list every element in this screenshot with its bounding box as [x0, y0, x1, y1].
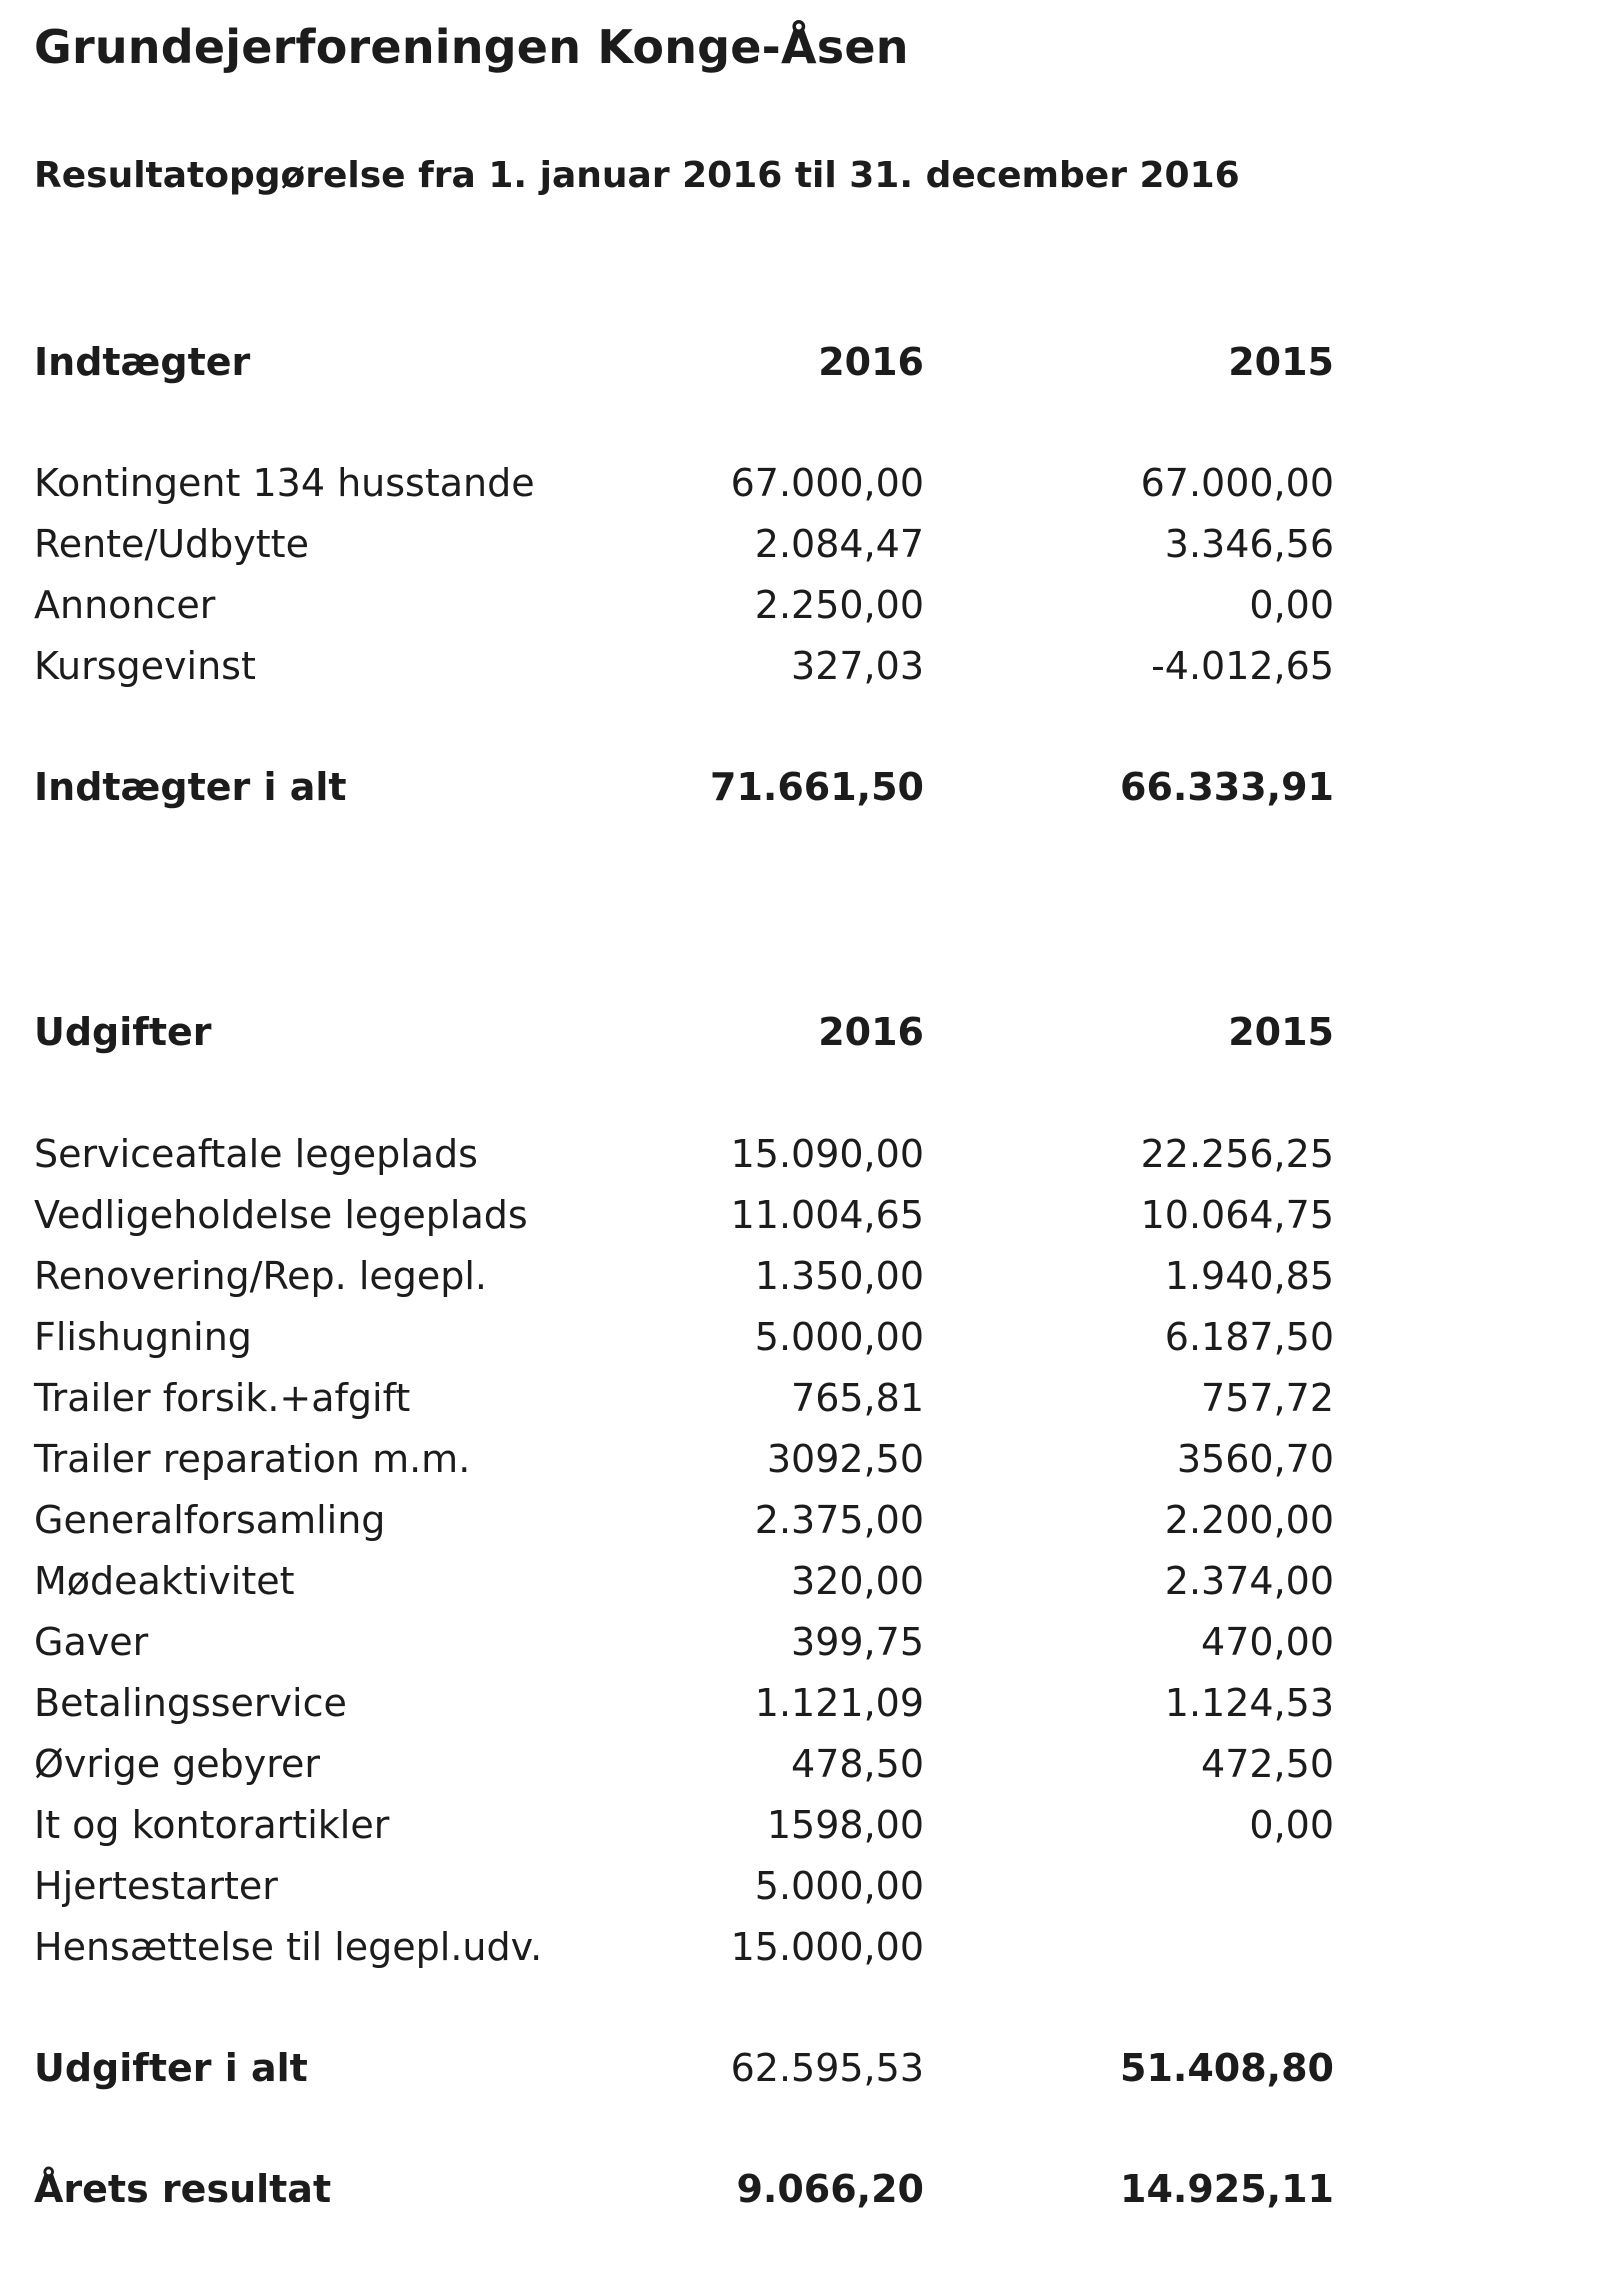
expense-row-label: It og kontorartikler	[34, 1803, 390, 1847]
expense-row-label: Gaver	[34, 1620, 149, 1664]
expense-row-value-2016: 11.004,65	[730, 1193, 924, 1237]
income-col-2016: 2016	[818, 340, 924, 384]
expenses-total-label: Udgifter i alt	[34, 2046, 308, 2090]
expense-row-value-2015: 2.200,00	[1164, 1498, 1334, 1542]
expenses-header-row	[34, 1007, 1334, 1057]
income-row	[34, 580, 1334, 630]
expense-row-label: Øvrige gebyrer	[34, 1742, 321, 1786]
expenses-heading: Udgifter	[34, 1010, 212, 1054]
result-label: Årets resultat	[34, 2167, 332, 2211]
result-row	[34, 2164, 1334, 2214]
income-total-2016: 71.661,50	[710, 765, 924, 809]
expense-row-label: Hjertestarter	[34, 1864, 278, 1908]
expense-row-label: Renovering/Rep. legepl.	[34, 1254, 488, 1298]
expense-row-value-2016: 765,81	[791, 1376, 924, 1420]
income-row-label: Rente/Udbytte	[34, 522, 309, 566]
expenses-col-2015: 2015	[1228, 1010, 1334, 1054]
income-row	[34, 458, 1334, 508]
income-row-label: Annoncer	[34, 583, 216, 627]
expense-row-value-2016: 15.090,00	[730, 1132, 924, 1176]
expense-row-value-2015: 757,72	[1201, 1376, 1334, 1420]
expense-row-label: Betalingsservice	[34, 1681, 347, 1725]
expense-row-value-2015: 22.256,25	[1140, 1132, 1334, 1176]
result-2016: 9.066,20	[736, 2167, 924, 2211]
document-title: Grundejerforeningen Konge-Åsen	[34, 20, 909, 74]
income-total-row	[34, 762, 1334, 812]
expense-row	[34, 1861, 1334, 1911]
expenses-col-2016: 2016	[818, 1010, 924, 1054]
expense-row	[34, 1495, 1334, 1545]
income-row-label: Kontingent 134 husstande	[34, 461, 535, 505]
income-row	[34, 519, 1334, 569]
expense-row-label: Serviceaftale legeplads	[34, 1132, 478, 1176]
income-row-value-2015: -4.012,65	[1151, 644, 1334, 688]
expense-row-value-2016: 15.000,00	[730, 1925, 924, 1969]
expenses-total-2016: 62.595,53	[730, 2046, 924, 2090]
expense-row-label: Trailer reparation m.m.	[34, 1437, 471, 1481]
income-row-value-2016: 67.000,00	[730, 461, 924, 505]
income-total-2015: 66.333,91	[1120, 765, 1334, 809]
income-row-value-2016: 2.250,00	[754, 583, 924, 627]
expense-row-value-2015: 470,00	[1201, 1620, 1334, 1664]
expense-row-value-2016: 5.000,00	[754, 1864, 924, 1908]
income-row-value-2015: 0,00	[1249, 583, 1334, 627]
document-subtitle: Resultatopgørelse fra 1. januar 2016 til 31. december 2016	[34, 155, 1240, 196]
expense-row-value-2015: 0,00	[1249, 1803, 1334, 1847]
expense-row-value-2015: 2.374,00	[1164, 1559, 1334, 1603]
expense-row-value-2015: 10.064,75	[1140, 1193, 1334, 1237]
expense-row	[34, 1678, 1334, 1728]
income-row-value-2016: 2.084,47	[754, 522, 924, 566]
expense-row	[34, 1129, 1334, 1179]
expense-row	[34, 1434, 1334, 1484]
income-row-value-2015: 67.000,00	[1140, 461, 1334, 505]
income-col-2015: 2015	[1228, 340, 1334, 384]
result-2015: 14.925,11	[1120, 2167, 1334, 2211]
expense-row-label: Trailer forsik.+afgift	[34, 1376, 411, 1420]
expense-row	[34, 1190, 1334, 1240]
expense-row	[34, 1800, 1334, 1850]
expense-row	[34, 1922, 1334, 1972]
expense-row-label: Vedligeholdelse legeplads	[34, 1193, 528, 1237]
expense-row-value-2016: 1598,00	[766, 1803, 924, 1847]
expense-row-value-2016: 5.000,00	[754, 1315, 924, 1359]
expense-row-value-2016: 1.121,09	[754, 1681, 924, 1725]
expense-row-value-2015: 1.124,53	[1164, 1681, 1334, 1725]
expense-row	[34, 1251, 1334, 1301]
income-row-label: Kursgevinst	[34, 644, 256, 688]
expense-row-label: Hensættelse til legepl.udv.	[34, 1925, 543, 1969]
expense-row	[34, 1617, 1334, 1667]
expenses-total-2015: 51.408,80	[1120, 2046, 1334, 2090]
expenses-total-row	[34, 2043, 1334, 2093]
expense-row-value-2016: 399,75	[791, 1620, 924, 1664]
expense-row-value-2015: 3560,70	[1176, 1437, 1334, 1481]
expense-row-label: Mødeaktivitet	[34, 1559, 295, 1603]
income-row	[34, 641, 1334, 691]
expense-row-label: Generalforsamling	[34, 1498, 386, 1542]
expense-row-value-2016: 320,00	[791, 1559, 924, 1603]
expense-row-value-2016: 1.350,00	[754, 1254, 924, 1298]
income-row-value-2015: 3.346,56	[1164, 522, 1334, 566]
income-heading: Indtægter	[34, 340, 251, 384]
expense-row-value-2016: 2.375,00	[754, 1498, 924, 1542]
expense-row-value-2015: 472,50	[1201, 1742, 1334, 1786]
expense-row-value-2016: 3092,50	[766, 1437, 924, 1481]
expense-row-value-2016: 478,50	[791, 1742, 924, 1786]
expense-row	[34, 1312, 1334, 1362]
income-header-row	[34, 337, 1334, 387]
income-row-value-2016: 327,03	[791, 644, 924, 688]
income-total-label: Indtægter i alt	[34, 765, 347, 809]
expense-row-value-2015: 6.187,50	[1164, 1315, 1334, 1359]
expense-row-label: Flishugning	[34, 1315, 252, 1359]
expense-row	[34, 1739, 1334, 1789]
expense-row	[34, 1556, 1334, 1606]
expense-row	[34, 1373, 1334, 1423]
expense-row-value-2015: 1.940,85	[1164, 1254, 1334, 1298]
